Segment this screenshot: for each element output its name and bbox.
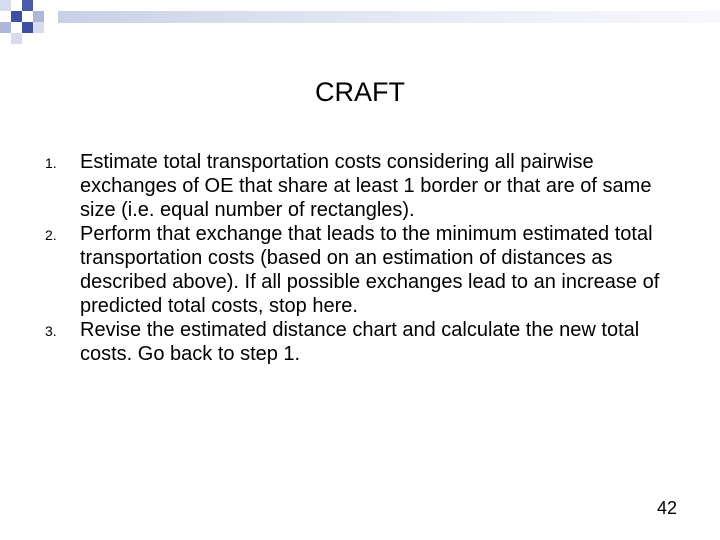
decor-square	[22, 22, 33, 33]
step-text: Estimate total transportation costs considering all pairwise exchanges of OE that share at least 1 border or that are of same size (i.e. equal number of rectangles).	[80, 151, 652, 221]
page-number: 42	[656, 498, 677, 518]
decor-square	[0, 0, 11, 11]
step-text: Perform that exchange that leads to the minimum estimated total transportation costs (based on an estimation of distances as described above). If all possible exchanges lead to an increase of predicted total costs, stop here.	[80, 223, 660, 317]
decor-square	[0, 11, 11, 22]
steps-list	[45, 150, 665, 366]
step-number: 1.	[45, 155, 57, 171]
decor-square	[33, 11, 44, 22]
decor-square	[44, 11, 55, 22]
list-item	[45, 150, 665, 222]
header-decoration	[0, 0, 720, 60]
decor-square	[22, 11, 33, 22]
list-item	[45, 318, 665, 366]
decor-square	[33, 0, 44, 11]
decor-square	[11, 0, 22, 11]
step-number: 2.	[45, 227, 57, 243]
decor-square	[11, 33, 22, 44]
decor-square	[11, 11, 22, 22]
step-number: 3.	[45, 323, 57, 339]
slide-title: CRAFT	[315, 77, 405, 107]
decor-square	[33, 22, 44, 33]
decor-square	[22, 0, 33, 11]
decor-square	[0, 22, 11, 33]
step-text: Revise the estimated distance chart and calculate the new total costs. Go back to step 1.	[80, 319, 640, 365]
header-gradient-band	[58, 11, 720, 23]
list-item	[45, 222, 665, 318]
